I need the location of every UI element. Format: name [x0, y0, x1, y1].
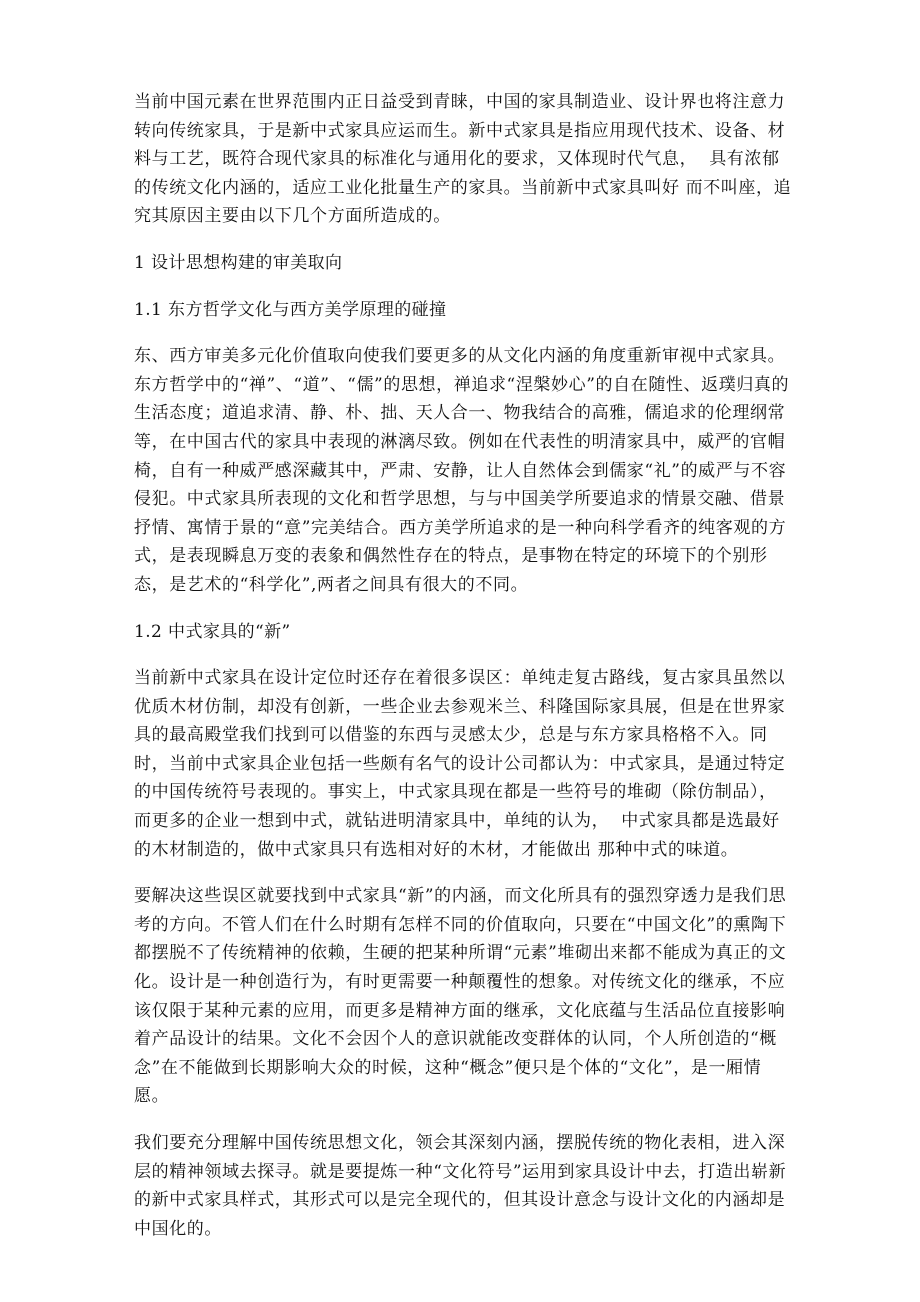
spacer	[134, 1111, 794, 1129]
document-page	[134, 88, 794, 1243]
section-1-1-heading: 1.1 东方哲学文化与西方美学原理的碰撞	[134, 299, 447, 320]
section-1-2-paragraph: 当前新中式家具在设计定位时还存在着很多误区：单纯走复古路线，复古家具虽然以优质木材仿制，却没有创新，一些企业去参观米兰、科隆国际家具展，但是在世界家具的最高殿堂我们找到可以借鉴的东西与灵感太少，总是与东方家具格格不入。同时，当前中式家具企业包括一些颇有名气的设计公司都认为：中式家具，是通过特定的中国传统符号表现的。事实上，中式家具现在都是一些符号的堆砌（除仿制品），而更多的企业一想到中式，就钻进明清家具中，单纯的认为， 中式家具都是选最好的木材制造的，做中式家具只有选相对好的木材，才能做出 那种中式的味道。	[134, 668, 786, 860]
spacer	[134, 231, 794, 249]
spacer	[134, 600, 794, 618]
section-1-2-heading: 1.2 中式家具的“新”	[134, 621, 291, 642]
solve-misconceptions-paragraph: 要解决这些误区就要找到中式家具“新”的内涵，而文化所具有的强烈穿透力是我们思考的方向。不管人们在什么时期有怎样不同的价值取向，只要在“中国文化”的熏陶下都摆脱不了传统精神的依赖，生硬的把某种所谓“元素”堆砌出来都不能成为真正的文化。设计是一种创造行为，有时更需要一种颠覆性的想象。对传统文化的继承，不应该仅限于某种元素的应用，而更多是精神方面的继承，文化底蕴与生活品位直接影响着产品设计的结果。文化不会因个人的意识就能改变群体的认同，个人所创造的“概念”在不能做到长期影响大众的时候，这种“概念”便只是个体的“文化”，是一厢情愿。	[134, 886, 787, 1107]
section-1-heading: 1 设计思想构建的审美取向	[134, 252, 343, 273]
spacer	[134, 324, 794, 342]
understand-culture-paragraph: 我们要充分理解中国传统思想文化，领会其深刻内涵，摆脱传统的物化表相，进入深层的精神领域去探寻。就是要提炼一种“文化符号”运用到家具设计中去，打造出崭新的新中式家具样式，其形式可以是完全现代的，但其设计意念与设计文化的内涵却是中国化的。	[134, 1133, 787, 1239]
spacer	[134, 646, 794, 664]
section-1-1-paragraph: 东、西方审美多元化价值取向使我们要更多的从文化内涵的角度重新审视中式家具。东方哲学中的“禅”、“道”、“儒”的思想，禅追求“涅槃妙心”的自在随性、返璞归真的生活态度；道追求清、静、朴、拙、天人合一、物我结合的高雅，儒追求的伦理纲常等，在中国古代的家具中表现的淋漓尽致。例如在代表性的明清家具中，威严的官帽椅，自有一种威严感深藏其中，严肃、安静，让人自然体会到儒家“礼”的威严与不容侵犯。中式家具所表现的文化和哲学思想，与与中国美学所要追求的情景交融、借景抒情、寓情于景的“意”完美结合。西方美学所追求的是一种向科学看齐的纯客观的方式，是表现瞬息万变的表象和偶然性存在的特点，是事物在特定的环境下的个别形态，是艺术的“科学化”,两者之间具有很大的不同。	[134, 346, 790, 595]
intro-paragraph: 当前中国元素在世界范围内正日益受到青睐，中国的家具制造业、设计界也将注意力转向传统家具，于是新中式家具应运而生。新中式家具是指应用现代技术、设备、材料与工艺，既符合现代家具的标准化与通用化的要求，又体现时代气息， 具有浓郁的传统文化内涵的，适应工业化批量生产的家具。当前新中式家具叫好 而不叫座，追究其原因主要由以下几个方面所造成的。	[134, 92, 792, 227]
spacer	[134, 864, 794, 882]
spacer	[134, 278, 794, 296]
